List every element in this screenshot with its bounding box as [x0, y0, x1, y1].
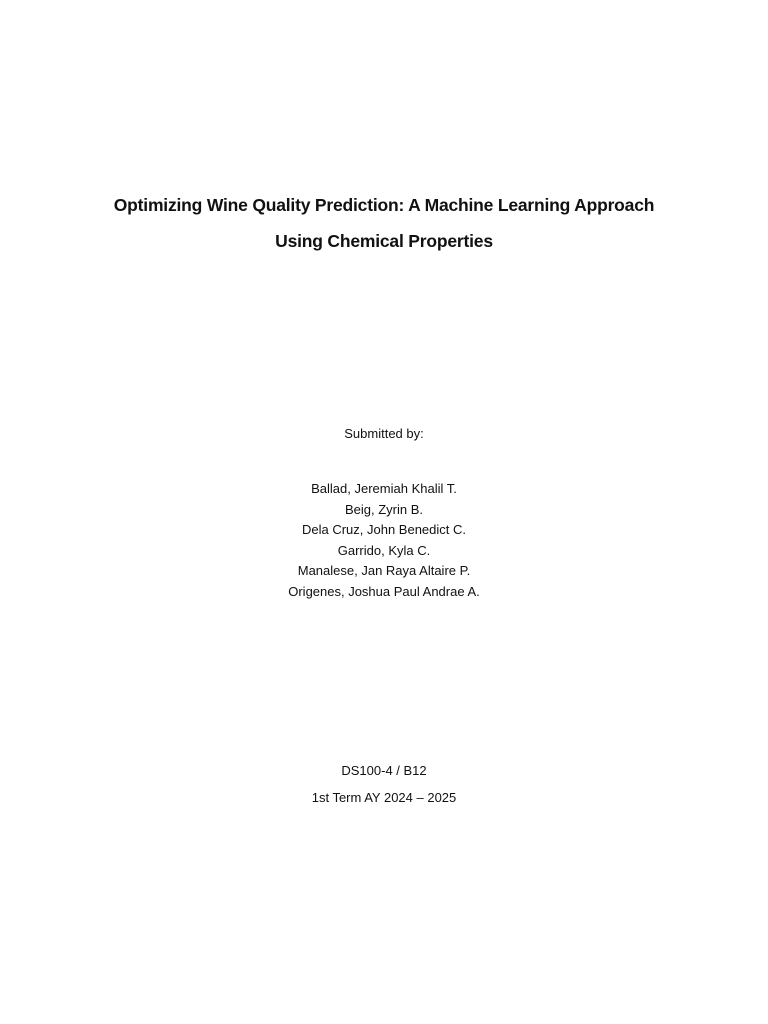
author-name: Origenes, Joshua Paul Andrae A.: [288, 583, 480, 599]
author-name: Dela Cruz, John Benedict C.: [301, 522, 467, 537]
title-line-2: Using Chemical Properties: [275, 231, 493, 251]
academic-term: 1st Term AY 2024 – 2025: [311, 790, 457, 805]
submitted-by-label: Submitted by:: [344, 426, 424, 441]
author-name: Beig, Zyrin B.: [344, 501, 424, 517]
author-name: Ballad, Jeremiah Khalil T.: [311, 481, 457, 496]
course-section: DS100-4 / B12: [341, 763, 427, 778]
author-list: [0, 479, 768, 602]
author-name: Garrido, Kyla C.: [337, 542, 431, 558]
author-name: Manalese, Jan Raya Altaire P.: [297, 563, 471, 578]
title-line-1: Optimizing Wine Quality Prediction: A Machine Learning Approach: [113, 195, 655, 215]
